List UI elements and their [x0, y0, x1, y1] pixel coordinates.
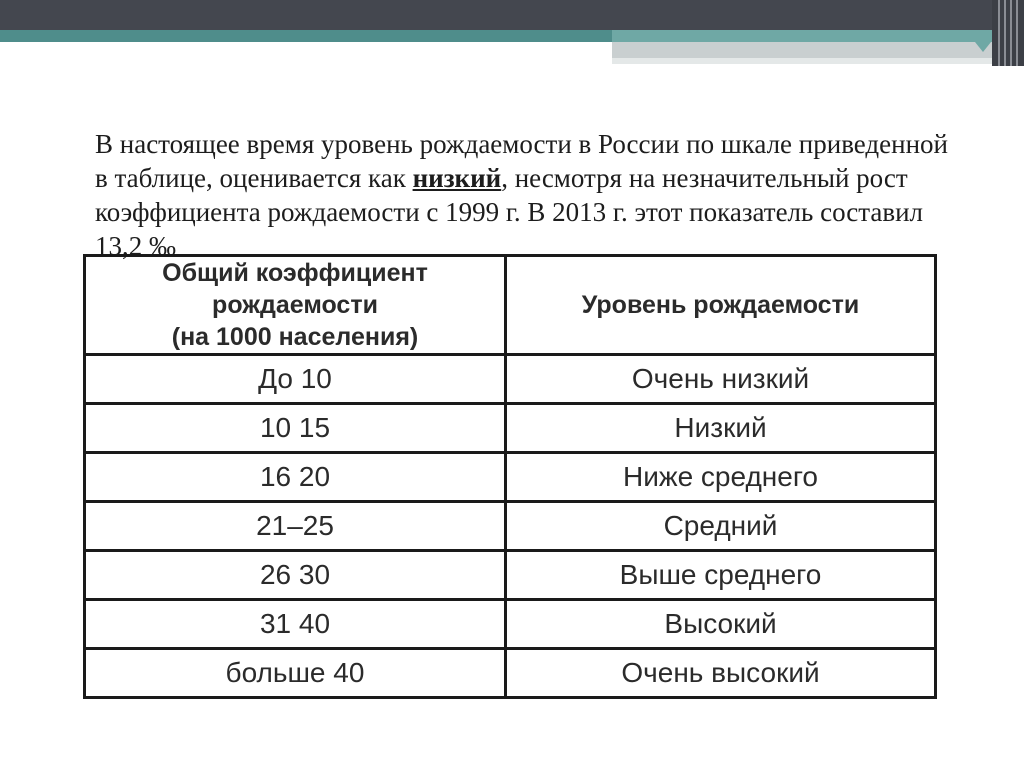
intro-paragraph	[95, 127, 955, 263]
header-rate	[85, 256, 506, 355]
level-cell: Высокий	[506, 600, 936, 649]
table-row	[85, 502, 936, 551]
table-row	[85, 649, 936, 698]
slide-top-bar	[0, 0, 1024, 30]
level-cell: Выше среднего	[506, 551, 936, 600]
level-cell: Ниже среднего	[506, 453, 936, 502]
level-cell: Очень высокий	[506, 649, 936, 698]
level-cell: Низкий	[506, 404, 936, 453]
level-cell: Очень низкий	[506, 355, 936, 404]
intro-emphasis: низкий	[412, 163, 502, 193]
birth-rate-table-wrap	[83, 254, 934, 699]
accent-stripe-grey	[612, 42, 992, 58]
birth-rate-table	[83, 254, 937, 699]
rate-cell: больше 40	[85, 649, 506, 698]
accent-stripe-light	[612, 58, 992, 64]
intro-text-part2: , несмотря на незначительный рост коэффициента рождаемости с 1999 г. В 2013 г. этот показатель составил 13,2 ‰	[95, 163, 924, 261]
rate-cell: 31 40	[85, 600, 506, 649]
table-row	[85, 404, 936, 453]
rate-cell: 16 20	[85, 453, 506, 502]
rate-cell: 10 15	[85, 404, 506, 453]
header-rate-line2: (на 1000 населения)	[171, 323, 419, 351]
rate-cell: До 10	[85, 355, 506, 404]
accent-stripe-right	[612, 30, 992, 42]
rate-cell: 26 30	[85, 551, 506, 600]
slide-top-bar-edge	[992, 0, 1024, 66]
table-row	[85, 355, 936, 404]
header-level: Уровень рождаемости	[506, 256, 936, 355]
intro-text-part1: В настоящее время уровень рождаемости в России по шкале приведенной в таблице, оценивается как	[95, 129, 948, 193]
table-row	[85, 600, 936, 649]
level-cell: Средний	[506, 502, 936, 551]
table-row	[85, 551, 936, 600]
table-row	[85, 453, 936, 502]
rate-cell: 21–25	[85, 502, 506, 551]
header-rate-line1: Общий коэффициент рождаемости	[162, 259, 428, 319]
table-header-row	[85, 256, 936, 355]
accent-triangle	[975, 42, 991, 52]
accent-stripe	[0, 30, 612, 42]
